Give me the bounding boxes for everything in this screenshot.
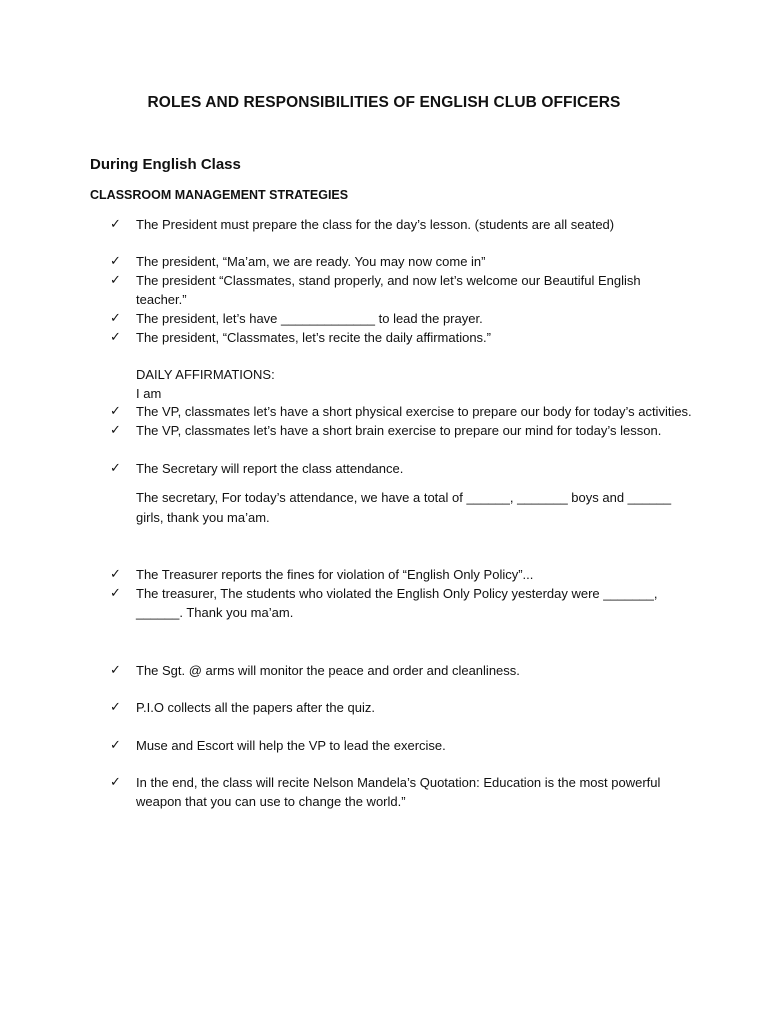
- checkmark-icon: ✓: [110, 404, 121, 419]
- checkmark-icon: ✓: [110, 700, 121, 715]
- text-line: The Sgt. @ arms will monitor the peace and order and cleanliness.: [136, 663, 520, 678]
- text-line: The president “Classmates, stand properly, and now let’s welcome our Beautiful English: [136, 273, 641, 288]
- section-subheading: CLASSROOM MANAGEMENT STRATEGIES: [90, 188, 349, 202]
- text-line: teacher.”: [136, 292, 187, 307]
- text-line: In the end, the class will recite Nelson Mandela’s Quotation: Education is the most powerful: [136, 775, 661, 790]
- affirmations-label: DAILY AFFIRMATIONS:: [136, 367, 275, 382]
- checkmark-icon: ✓: [110, 586, 121, 601]
- checkmark-icon: ✓: [110, 273, 121, 288]
- text-line: Muse and Escort will help the VP to lead the exercise.: [136, 738, 446, 753]
- document-title: ROLES AND RESPONSIBILITIES OF ENGLISH CLUB OFFICERS: [147, 94, 621, 111]
- text-line: The president, “Ma’am, we are ready. You may now come in”: [136, 254, 486, 269]
- checkmark-icon: ✓: [110, 461, 121, 476]
- checkmark-icon: ✓: [110, 311, 121, 326]
- text-line: I am: [136, 386, 162, 401]
- text-line: girls, thank you ma’am.: [136, 510, 270, 525]
- checkmark-icon: ✓: [110, 663, 121, 678]
- text-line: weapon that you can use to change the world.”: [136, 794, 406, 809]
- text-line: The VP, classmates let’s have a short physical exercise to prepare our body for today’s activities.: [136, 404, 692, 419]
- checkmark-icon: ✓: [110, 254, 121, 269]
- text-line: The treasurer, The students who violated the English Only Policy yesterday were _______,: [136, 586, 658, 601]
- checkmark-icon: ✓: [110, 567, 121, 582]
- text-line: The Treasurer reports the fines for violation of “English Only Policy”...: [136, 567, 534, 582]
- checkmark-icon: ✓: [110, 423, 121, 438]
- checkmark-icon: ✓: [110, 738, 121, 753]
- text-line: The President must prepare the class for the day’s lesson. (students are all seated): [136, 217, 615, 232]
- text-line: ______. Thank you ma’am.: [136, 605, 294, 620]
- text-line: The secretary, For today’s attendance, we have a total of ______, _______ boys and ______: [136, 490, 672, 505]
- text-line: P.I.O collects all the papers after the quiz.: [136, 700, 375, 715]
- section-heading: During English Class: [90, 156, 241, 173]
- checkmark-icon: ✓: [110, 775, 121, 790]
- checkmark-icon: ✓: [110, 217, 121, 232]
- text-line: The Secretary will report the class attendance.: [136, 461, 404, 476]
- text-line: The president, let’s have _____________ to lead the prayer.: [136, 311, 483, 326]
- text-line: The president, “Classmates, let’s recite the daily affirmations.”: [136, 330, 491, 345]
- checkmark-icon: ✓: [110, 330, 121, 345]
- text-line: The VP, classmates let’s have a short brain exercise to prepare our mind for today’s lesson.: [136, 423, 662, 438]
